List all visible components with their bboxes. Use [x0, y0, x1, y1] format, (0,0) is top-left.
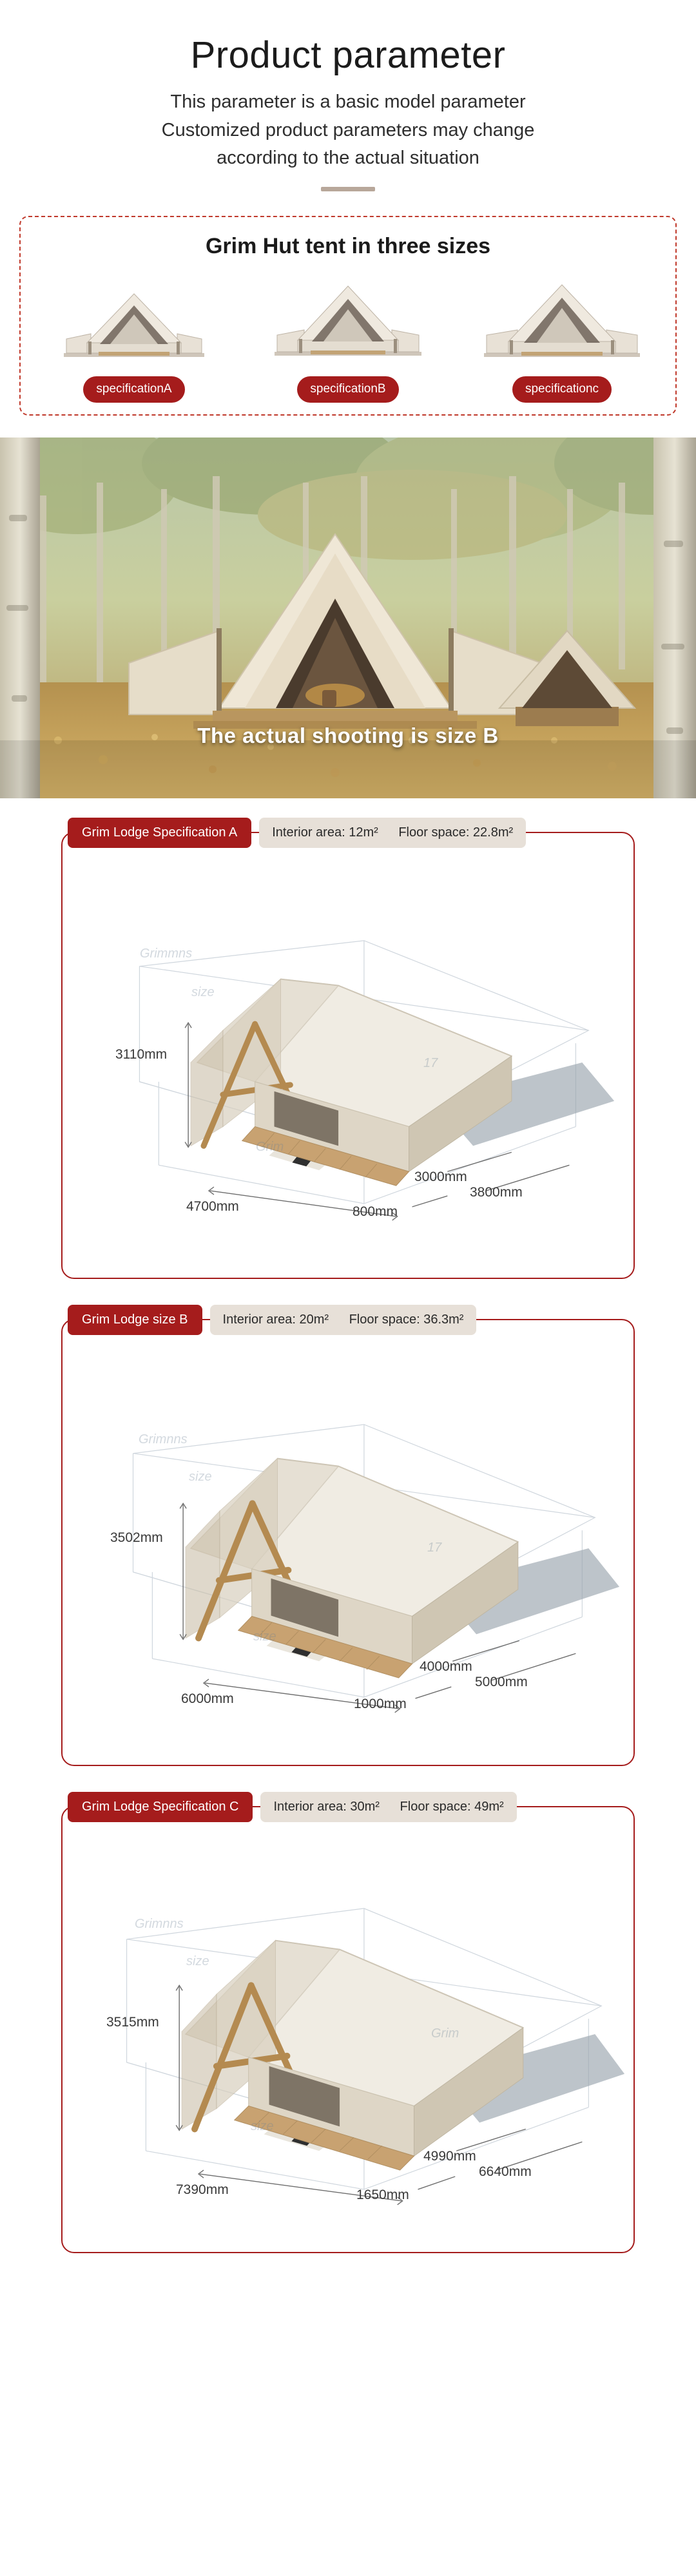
watermark: size — [186, 1954, 209, 1968]
watermark: Grimnns — [139, 1432, 188, 1447]
dim-height: 3502mm — [110, 1530, 163, 1545]
subtitle-line-3: according to the actual situation — [217, 148, 479, 168]
dim-height: 3515mm — [106, 2014, 159, 2030]
subtitle-line-1: This parameter is a basic model parameter — [170, 91, 526, 112]
dim-width: 7390mm — [176, 2182, 229, 2197]
spec-card-b — [61, 1312, 635, 1766]
dim-porch: 1000mm — [354, 1696, 407, 1711]
three-sizes-row — [27, 271, 669, 403]
dim-height: 3110mm — [115, 1046, 168, 1062]
hero-photo — [0, 437, 696, 798]
spec-card-b-meta — [210, 1305, 477, 1335]
spec-card-b-header — [68, 1305, 476, 1335]
spec-card-c-meta — [260, 1792, 516, 1822]
watermark: Grimnns — [135, 1916, 184, 1931]
title-divider — [321, 187, 375, 191]
spec-card-a-name: Grim Lodge Specification A — [68, 818, 251, 848]
spec-card-a-diagram — [63, 869, 633, 1256]
dim-depth-inner: 4000mm — [420, 1658, 472, 1674]
spec-card-a-floor-space: Floor space: 22.8m² — [398, 825, 514, 840]
subtitle-line-2: Customized product parameters may change — [161, 119, 535, 140]
spec-card-a-meta — [259, 818, 526, 848]
dim-depth-inner: 4990mm — [423, 2148, 476, 2164]
page-subtitle — [0, 88, 696, 173]
dim-width: 4700mm — [186, 1198, 239, 1214]
spec-card-a-header — [68, 818, 526, 848]
size-option-a[interactable] — [37, 271, 231, 403]
spec-card-a — [61, 825, 635, 1279]
tent-icon — [37, 271, 231, 367]
watermark: Grim — [256, 1139, 284, 1154]
three-sizes-panel — [19, 216, 677, 416]
three-sizes-title: Grim Hut tent in three sizes — [205, 233, 491, 258]
dim-porch: 1650mm — [356, 2187, 409, 2202]
page-header — [0, 0, 696, 191]
spec-card-b-interior-area: Interior area: 20m² — [222, 1312, 329, 1327]
spec-card-c-diagram — [63, 1843, 633, 2230]
photo-caption: The actual shooting is size B — [197, 723, 499, 747]
watermark: 17 — [427, 1540, 442, 1555]
watermark: Grimmns — [140, 946, 193, 961]
spec-card-a-interior-area: Interior area: 12m² — [272, 825, 378, 840]
watermark: size — [189, 1469, 212, 1484]
watermark: size — [191, 985, 215, 999]
dim-depth-inner: 3000mm — [414, 1169, 467, 1184]
watermark: size — [251, 2119, 274, 2133]
spec-card-c-floor-space: Floor space: 49m² — [400, 1799, 504, 1814]
spec-card-c-interior-area: Interior area: 30m² — [273, 1799, 380, 1814]
spec-card-b-name: Grim Lodge size B — [68, 1305, 202, 1335]
size-option-a-label[interactable]: specificationA — [83, 376, 184, 403]
size-option-b[interactable] — [251, 271, 445, 403]
specifications-section — [0, 798, 696, 2319]
size-option-c-label[interactable]: specificationc — [512, 376, 612, 403]
page-title: Product parameter — [190, 34, 506, 76]
watermark: 17 — [423, 1055, 438, 1070]
tent-icon — [465, 271, 659, 367]
dim-width: 6000mm — [181, 1691, 234, 1706]
spec-card-b-floor-space: Floor space: 36.3m² — [349, 1312, 464, 1327]
size-option-b-label[interactable]: specificationB — [297, 376, 398, 403]
dim-depth-outer: 5000mm — [475, 1674, 528, 1689]
watermark: size — [253, 1629, 276, 1644]
spec-card-c — [61, 1799, 635, 2253]
tent-icon — [251, 271, 445, 367]
spec-card-c-name: Grim Lodge Specification C — [68, 1792, 253, 1822]
spec-card-b-diagram — [63, 1356, 633, 1743]
dim-depth-outer: 6640mm — [479, 2164, 532, 2179]
dim-depth-outer: 3800mm — [470, 1184, 523, 1200]
spec-card-c-header — [68, 1792, 517, 1822]
dim-porch: 800mm — [353, 1204, 398, 1219]
watermark: Grim — [431, 2026, 459, 2041]
size-option-c[interactable] — [465, 271, 659, 403]
